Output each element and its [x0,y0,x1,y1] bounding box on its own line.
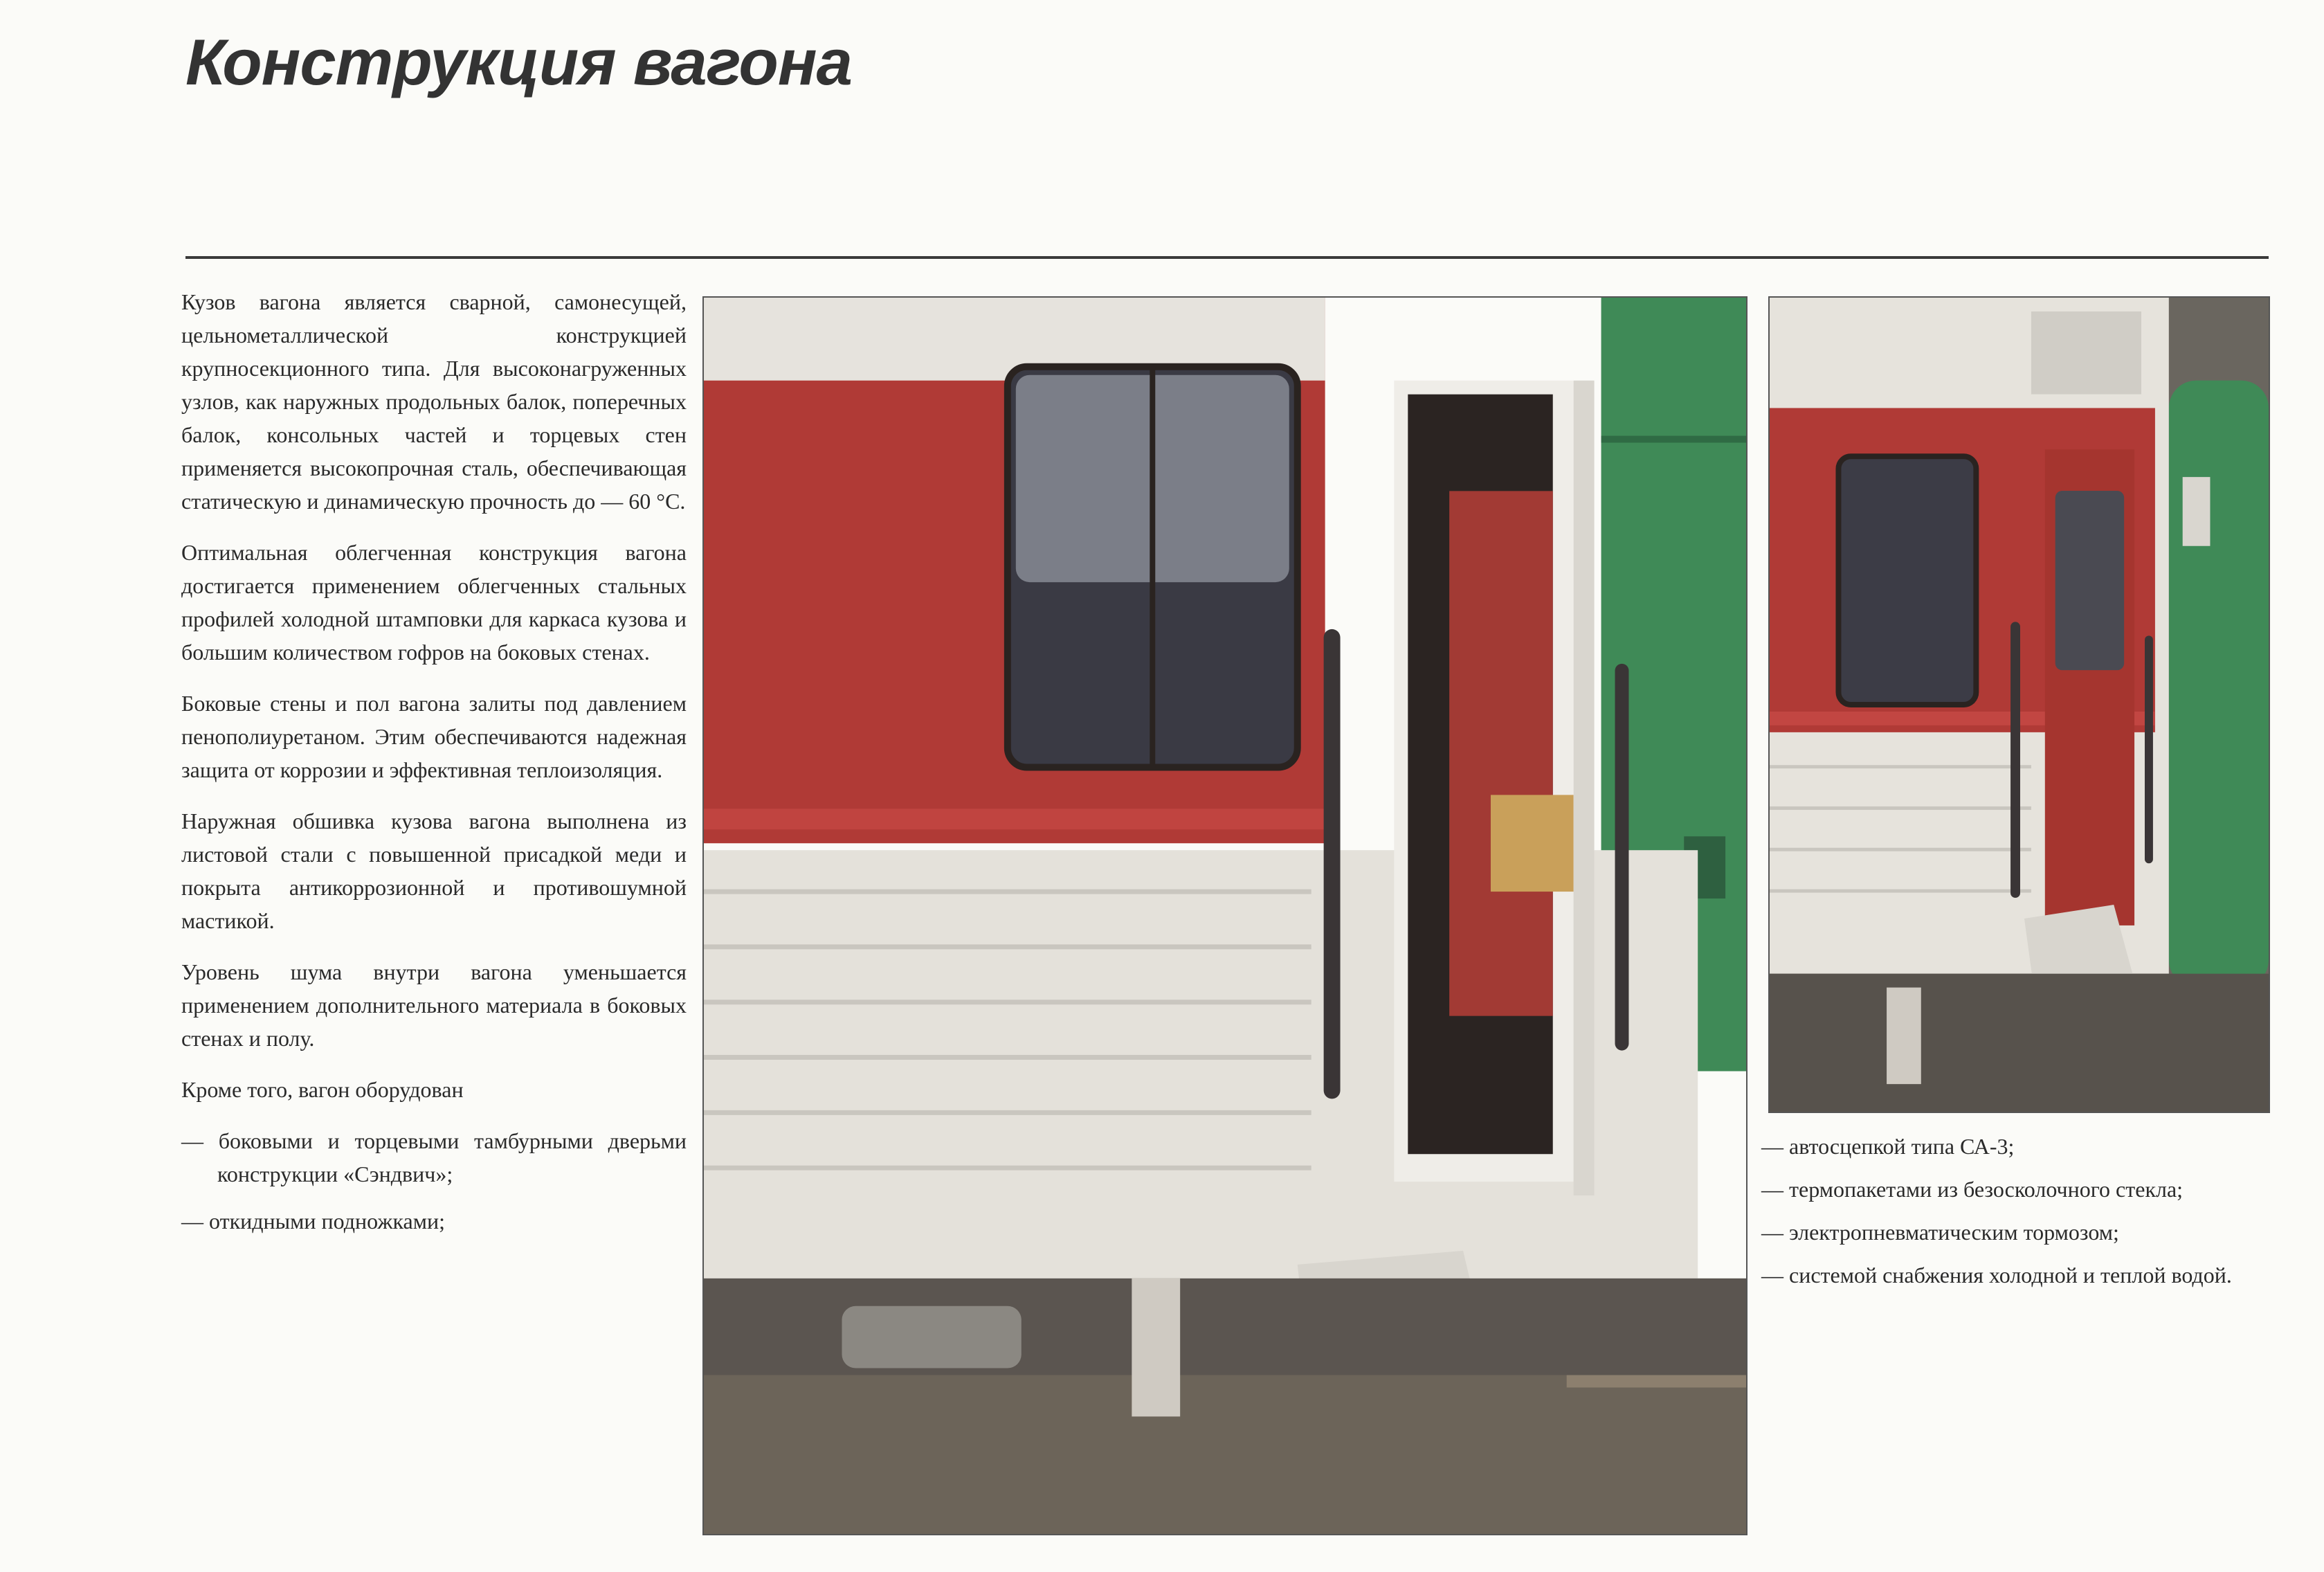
list-item: — автосцепкой типа СА-3; [1761,1134,2015,1159]
list-item: — системой снабжения холодной и теплой водой. [1761,1263,2232,1288]
list-item: — откидными подножками; [181,1209,445,1234]
paragraph-noise-level: Уровень шума внутри вагона уменьшается применением дополнительного материала в боковых стенах и полу. [181,959,687,1051]
text-column-left [181,285,687,1252]
paragraph-equipment-intro: Кроме того, вагон оборудован [181,1077,464,1102]
page-title: Конструкция вагона [185,26,852,98]
carriage-end-photo [1768,296,2270,1113]
paragraph-lightweight-design: Оптимальная облегченная конструкция вагона достигается применением облегченных стальных профилей холодной штамповки для каркаса кузова и большим количеством гофров на боковых стенах. [181,540,687,665]
paragraph-outer-sheathing: Наружная обшивка кузова вагона выполнена из листовой стали с повышенной присадкой меди и покрыта антикоррозионной и противошумной мастикой. [181,808,687,933]
list-item: — термопакетами из безосколочного стекла; [1761,1177,2184,1202]
paragraph-insulation: Боковые стены и пол вагона залиты под давлением пенополиуретаном. Этим обеспечиваются надежная защита от коррозии и эффективная теплоизоляция. [181,691,687,782]
text-column-right [1761,1130,2232,1301]
title-divider [185,256,2269,259]
list-item: — боковыми и торцевыми тамбурными дверьми конструкции «Сэндвич»; [181,1128,687,1186]
list-item: — электропневматическим тормозом; [1761,1220,2119,1245]
paragraph-body-construction: Кузов вагона является сварной, самонесущей, цельнометаллической конструкцией крупносекционного типа. Для высоконагруженных узлов, как наружных продольных балок, поперечных балок, консольных частей и торцевых стен применяется высокопрочная сталь, обеспечивающая статическую и динамическую прочность до — 60 °С. [181,289,687,514]
carriage-door-photo [702,296,1747,1535]
